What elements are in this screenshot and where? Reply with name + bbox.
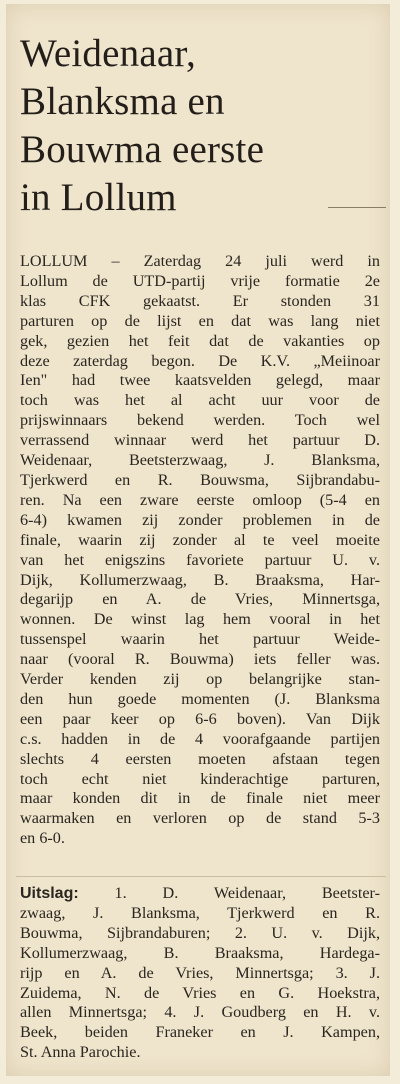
headline [20,30,380,222]
result-line: Kollumerzwaag, B. Braaksma, Hardega- [20,943,380,962]
article-line: slechts 4 eersten moeten afstaan tegen [20,749,380,768]
article-line: Weidenaar, Beetsterzwaag, J. Blanksma, [20,451,380,470]
article-line: een paar keer op 6-6 boven). Van Dijk [20,709,380,728]
article-line: tussenspel waarin het partuur Weide- [20,630,380,649]
result-line: allen Minnertsga; 4. J. Goudberg en H. v. [20,1003,380,1022]
article-line: 6-4) kwamen zij zonder problemen in de [20,510,380,529]
article-line: waarmaken en verloren op de stand 5-3 [20,809,380,828]
headline-rule [328,207,386,208]
result-first-text: 1. D. Weidenaar, Beetster- [114,884,380,902]
article-line: finale, waarin zij zonder al te veel moeite [20,530,380,549]
headline-line: Bouwma eerste [20,128,265,171]
article-line: Dijk, Kollumerzwaag, B. Braaksma, Har- [20,570,380,589]
article-line: toch echt niet kinderachtige parturen, [20,769,380,788]
result-first-line [20,884,380,904]
headline-line: Blanksma en [20,80,225,123]
article-line: en 6-0. [20,829,65,848]
article-line: naar (vooral R. Bouwma) iets feller was. [20,650,380,669]
section-divider [16,876,386,877]
article-line: Tjerkwerd en R. Bouwsma, Sijbrandabu- [20,470,380,489]
result-line: zwaag, J. Blanksma, Tjerkwerd en R. [20,903,380,922]
result-line: St. Anna Parochie. [20,1043,141,1062]
result-line: rijp en A. de Vries, Minnertsga; 3. J. [20,963,380,982]
headline-line: in Lollum [20,176,177,219]
article-line: prijswinnaars bekend werden. Toch wel [20,411,380,430]
article-line: c.s. hadden in de 4 voorafgaande partijen [20,729,380,748]
result-section [20,884,380,1063]
article-line: klas CFK gekaatst. Er stonden 31 [20,291,380,310]
result-line: Bouwma, Sijbrandaburen; 2. U. v. Dijk, [20,923,380,942]
article-line: Verder kenden zij op belangrijke stan- [20,670,380,689]
article-line: Ien" had twee kaatsvelden gelegd, maar [20,371,380,390]
article-line: van het enigszins favoriete partuur U. v. [20,550,380,569]
article-line: gek, gezien het feit dat de vakanties op [20,331,380,350]
article-line: degarijp en A. de Vries, Minnertsga, [20,590,380,609]
article-body [20,252,380,849]
article-line: den hun goede momenten (J. Blanksma [20,689,380,708]
result-line: Beek, beiden Franeker en J. Kampen, [20,1023,380,1042]
article-line: verrassend winnaar werd het partuur D. [20,431,380,450]
article-line: parturen op de lijst en dat was lang niet [20,311,380,330]
article-line: wonnen. De winst lag hem vooral in het [20,610,380,629]
article-line: deze zaterdag begon. De K.V. „Meiinoar [20,351,380,370]
result-line: Zuidema, N. de Vries en G. Hoekstra, [20,983,380,1002]
article-line: maar konden dit in de finale niet meer [20,789,380,808]
result-lines [20,904,380,1063]
article-line: Lollum de UTD-partij vrije formatie 2e [20,271,380,290]
article-line: ren. Na een zware eerste omloop (5-4 en [20,490,380,509]
headline-line: Weidenaar, [20,32,196,75]
article-line: LOLLUM – Zaterdag 24 juli werd in [20,252,380,270]
article-line: toch was het al acht uur voor de [20,391,380,410]
result-label: Uitslag: [20,885,79,902]
newspaper-clipping [6,4,390,1076]
